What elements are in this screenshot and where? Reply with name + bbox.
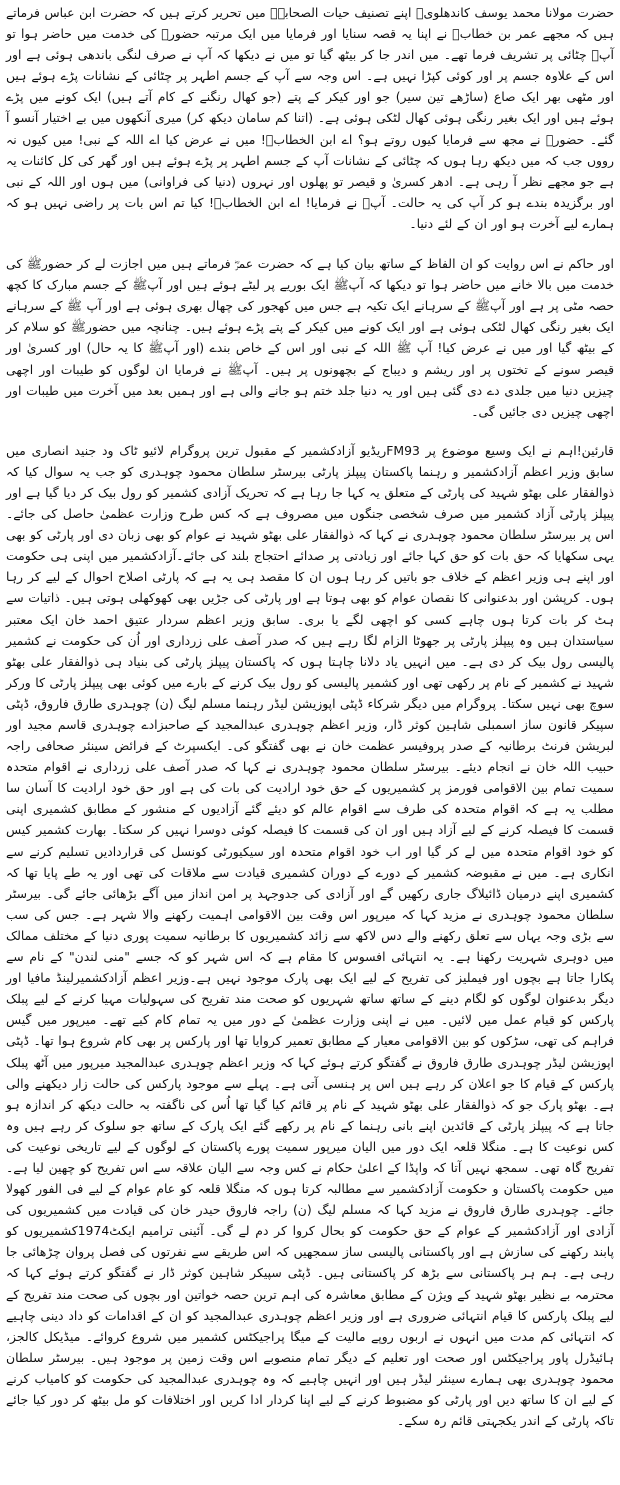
article-paragraph-2: اور حاکم نے اس روایت کو ان الفاظ کے ساتھ بیان کیا ہے کہ حضرت عمرؓ فرماتے ہیں میں اجازت لے کر حضورﷺ کی خدمت میں بالا خانے میں حاضر ہوا تو دیکھا کہ آپﷺ ایک بوریے پر لیٹے ہوئے ہیں اور آپﷺ کے جسم مبارک کا کچھ حصہ مٹی پر ہے اور آپﷺ کے سرہانے ایک تکیہ ہے جس میں کھجور کی چھال بھری ہوئی ہے اور آپ ﷺ کے سرہانے ایک بغیر رنگی کھال لٹکی ہوئی ہے اور ایک کونے میں کیکر کے پتے پڑے ہوئے ہیں۔ چنانچہ میں حضورﷺ کو سلام کر کے بیٹھ گیا اور میں نے عرض کیا! آپ ﷺ اللہ کے نبی اور اس کے خاص بندے (اور آپﷺ کا یہ حال) اور کسریٰ اور قیصر سونے کے تختوں پر اور ریشم و دیباج کے بچھونوں پر ہیں۔ آپﷺ نے فرمایا ان لوگوں کو طیبات اور اچھی چیزیں دنیا میں جلدی دے دی گئی ہیں اور یہ دنیا جلد ختم ہو جانے والی ہے اور ہمیں بعد میں آخرت میں طیبات اور اچھی چیزیں دی جائیں گی۔	[6, 256, 614, 419]
article-paragraph-3: قارئین!اہم نے ایک وسیع موضوع پر FM93ریڈیو آزادکشمیر کے مقبول ترین پروگرام لائیو ٹاک ود جنید انصاری میں سابق وزیر اعظم آزادکشمیر و رہنما پاکستان پیپلز پارٹی بیرسٹر سلطان محمود چوہدری کو جب یہ سوال کیا کہ ذوالفقار علی بھٹو شہید کی پارٹی کے متعلق یہ کہا جا رہا ہے کہ تحریک آزادی کشمیر کو رول بیک کر دیا گیا ہے اور پیپلز پارٹی آزاد کشمیر میں صرف شخصی جنگوں میں مصروف ہے کہ کس طرح وزارت عظمیٰ حاصل کی جائے۔ اس پر بیرسٹر سلطان محمود چوہدری نے کہا کہ ذوالفقار علی بھٹو شہید نے عوام کو بھی زبان دی اور پارٹی کو بھی یہی سکھایا کہ حق بات کو حق کہا جائے اور زیادتی پر صدائے احتجاج بلند کی جائے۔آزادکشمیر میں اپنی ہی حکومت اور اپنے ہی وزیر اعظم کے خلاف جو باتیں کر رہا ہوں ان کا مقصد ہی یہ ہے کہ پارٹی اصلاح احوال کے لیے کر رہا ہوں۔ کرپشن اور بدعنوانی کا نقصان عوام کو بھی ہوتا ہے اور پارٹی کی جڑیں بھی کھوکھلی ہوتی ہیں۔ ذاتیات سے ہٹ کر بات کرتا ہوں چاہے کسی کو اچھی لگے یا بری۔ سابق وزیر اعظم سردار عتیق احمد خان ایک معتبر سیاستدان ہیں وہ پیپلز پارٹی پر جھوٹا الزام لگا رہے ہیں کہ صدر آصف علی زرداری اور اُن کی حکومت نے کشمیر پالیسی رول بیک کر دی ہے۔ میں انہیں یاد دلانا چاہتا ہوں کہ پاکستان پیپلز پارٹی کی بنیاد ہی ذوالفقار علی بھٹو شہید نے کشمیر کے نام پر رکھی تھی اور کشمیر پالیسی کو رول بیک کرنے کے بارے میں کوئی بھی پیپلز پارٹی کا ورکر سوچ بھی نہیں سکتا۔ پروگرام میں دیگر شرکاء ڈپٹی اپوزیشن لیڈر رہنما مسلم لیگ (ن) چوہدری طارق فاروق، ڈپٹی سپیکر قانون ساز اسمبلی شاہین کوثر ڈار، وزیر اعظم چوہدری عبدالمجید کے صاحبزادے چوہدری قاسم مجید اور لبریشن فرنٹ برطانیہ کے صدر پروفیسر عظمت خان نے بھی گفتگو کی۔ ایکسپرٹ کے فرائض سینئر صحافی راجہ حبیب اللہ خان نے انجام دیئے۔ بیرسٹر سلطان محمود چوہدری نے کہا کہ صدر آصف علی زرداری نے اقوام متحدہ سمیت تمام بین الاقوامی فورمز پر کشمیریوں کے حق خود ارادیت کی بات کی ہے اور حق خود ارادیت کا آسان سا مطلب یہ ہے کہ اقوام متحدہ کی طرف سے اقوام عالم کو دیئے گئے آزادیوں کے منشور کے مطابق کشمیری اپنی قسمت کا فیصلہ کرنے کے لیے آزاد ہیں اور ان کی قسمت کا فیصلہ کوئی دوسرا نہیں کر سکتا۔ بھارت کشمیر کیس کو خود اقوام متحدہ میں لے کر گیا اور اب خود اقوام متحدہ اور سیکیورٹی کونسل کی قراردادیں تسلیم کرنے سے انکاری ہے۔ میں نے مقبوضہ کشمیر کے دورے کے دوران کشمیری قیادت سے ملاقات کی تھی اور یہ طے پایا تھا کہ کشمیری اپنے درمیان ڈائیلاگ جاری رکھیں گے اور آزادی کی جدوجہد پر امن انداز میں آگے بڑھائی جائے گی۔ بیرسٹر سلطان محمود چوہدری نے مزید کہا کہ میرپور اس وقت بین الاقوامی اہمیت رکھنے والا شہر ہے۔ جس کی سب سے بڑی وجہ یہاں سے تعلق رکھنے والے دس لاکھ سے زائد کشمیریوں کا برطانیہ سمیت پوری دنیا کے مختلف ممالک میں دوہری شہریت رکھنا ہے۔ یہ انتہائی افسوس کا مقام ہے کہ اس شہر کو کہ جسے "منی لندن" کے نام سے پکارا جاتا ہے بچوں اور فیملیز کی تفریح کے لیے ایک بھی پارک موجود نہیں ہے۔وزیر اعظم آزادکشمیرلینڈ مافیا اور دیگر بدعنوان لوگوں کو لگام دینے کے ساتھ ساتھ شہریوں کو صحت مند تفریح کی سہولیات مہیا کرنے کے لیے پبلک پارکس کو قیام عمل میں لائیں۔ میں نے اپنی وزارت عظمیٰ کے دور میں یہ تمام کام کیے تھے۔ میرپور میں گیس فراہم کی تھی، سڑکوں کو بین الاقوامی معیار کے مطابق تعمیر کروایا تھا اور پارکس پر بھی کام شروع ہوا تھا۔ ڈپٹی اپوزیشن لیڈر چوہدری طارق فاروق نے گفتگو کرتے ہوئے کہا کہ وزیر اعظم چوہدری عبدالمجید میرپور میں آٹھ پبلک پارکس کے قیام کا جو اعلان کر رہے ہیں اس پر ہنسی آتی ہے۔ پہلے سے موجود پارکس کی حالت زار دیکھنے والی ہے۔ بھٹو پارک جو کہ ذوالفقار علی بھٹو شہید کے نام پر قائم کیا گیا تھا اُس کی ناگفتہ بہ حالت دیکھ کر اندازہ ہو جاتا ہے کہ پیپلز پارٹی کے قائدین اپنے بانی رہنما کے نام پر رکھے گئے ایک پارک کے ساتھ جو سلوک کر رہے ہیں وہ کس نوعیت کا ہے۔ منگلا قلعہ ایک دور میں الیان میرپور سمیت پورے پاکستان کے لوگوں کے لیے تاریخی نوعیت کی تفریح گاہ تھی۔ سمجھ نہیں آتا کہ واپڈا کے اعلیٰ حکام نے کس وجہ سے الیان علاقہ سے اس تفریح کو چھین لیا ہے۔ میں حکومت پاکستان و حکومت آزادکشمیر سے مطالبہ کرتا ہوں کہ منگلا قلعہ کو عام عوام کے لیے فی الفور کھولا جائے۔ چوہدری طارق فاروق نے مزید کہا کہ مسلم لیگ (ن) راجہ فاروق حیدر خان کی قیادت میں کشمیریوں کی آزادی اور آزادکشمیر کے عوام کے حق حکومت کو بحال کروا کر دم لے گی۔ آئینی ترامیم ایکٹ1974کشمیریوں کو پابند رکھنے کی سازش ہے اور پاکستانی پالیسی ساز سمجھیں کہ اس طریقے سے نفرتوں کی فصل پروان چڑھائی جا رہی ہے۔ ہم ہر پاکستانی سے بڑھ کر پاکستانی ہیں۔ ڈپٹی سپیکر شاہین کوثر ڈار نے گفتگو کرتے ہوئے کہا کہ محترمہ بے نظیر بھٹو شہید کے ویژن کے مطابق معاشرہ کی اہم ترین حصہ خواتین اور بچوں کی صحت مند تفریح کے لیے پبلک پارکس کا قیام انتہائی ضروری ہے اور وزیر اعظم چوہدری عبدالمجید کو ان کے اقدامات کو داد دینی چاہیے کہ انتہائی کم مدت میں انہوں نے اربوں روپے مالیت کے میگا پراجیکٹس کشمیر میں شروع کروائے۔ میڈیکل کالجز، ہائیڈرل پاور پراجیکٹس اور صحت اور تعلیم کے دیگر تمام منصوبے اس وقت زمین پر موجود ہیں۔ بیرسٹر سلطان محمود چوہدری بھی ہمارے سینئر لیڈر ہیں اور انہیں چاہیے کہ وہ چوہدری عبدالمجید کی حکومت کو کامیاب کرنے کے لیے ان کا ساتھ دیں اور پارٹی کو مضبوط کرنے کے لیے اپنا کردار ادا کریں اور اختلافات کو مل بیٹھ کر دور کیا جائے تاکہ پارٹی کے اندر یکجہتی قائم رہ سکے۔	[6, 442, 614, 1429]
article-paragraph-1: حضرت مولانا محمد یوسف کاندھلویؒ اپنے تصنیف حیات الصحابہؓ میں تحریر کرتے ہیں کہ حضرت ابن عباس فرماتے ہیں کہ مجھے عمر بن خطابؓ نے اپنا یہ قصہ سنایا اور فرمایا میں ایک مرتبہ حضورﷺ کی خدمت میں حاضر ہوا تو آپﷺ چٹائی پر تشریف فرما تھے۔ میں اندر جا کر بیٹھ گیا تو میں نے دیکھا کہ آپ نے صرف لنگی باندھی ہوئی ہے اور اس کے علاوہ جسم پر اور کوئی کپڑا نہیں ہے۔ اس وجہ سے آپ کے جسم اطہر پر چٹائی کے نشانات پڑے ہوئے ہیں اور مٹھی بھر ایک صاع (ساڑھے تین سیر) جو اور کیکر کے پتے (جو کھال رنگنے کے کام آتے ہیں) ایک کونے میں پڑے ہوئے ہیں اور ایک بغیر رنگی ہوئی کھال لٹکی ہوئی ہے۔ (اتنا کم سامان دیکھ کر) میری آنکھوں میں بے اختیار آنسو آ گئے۔ حضورﷺ نے مجھ سے فرمایا کیوں روتے ہو؟ اے ابن الخطابؓ! میں نے عرض کیا اے اللہ کے نبی! میں کیوں نہ رووں جب کہ میں دیکھ رہا ہوں کہ چٹائی کے نشانات آپ کے جسم اطہر پر پڑے ہوئے ہیں اور گھر کی کل کائنات یہ ہے جو مجھے نظر آ رہی ہے۔ ادھر کسریٰ و قیصر تو پھلوں اور نہروں (دنیا کی فراوانی) میں ہوں اور اللہ کے نبی اور برگزیدہ بندے ہو کر آپ کی یہ حالت۔ آپﷺ نے فرمایا! اے ابن الخطابؓ! کیا تم اس بات پر راضی نہیں ہو کہ ہمارے لیے آخرت ہو اور ان کے لئے دنیا۔	[6, 5, 614, 231]
